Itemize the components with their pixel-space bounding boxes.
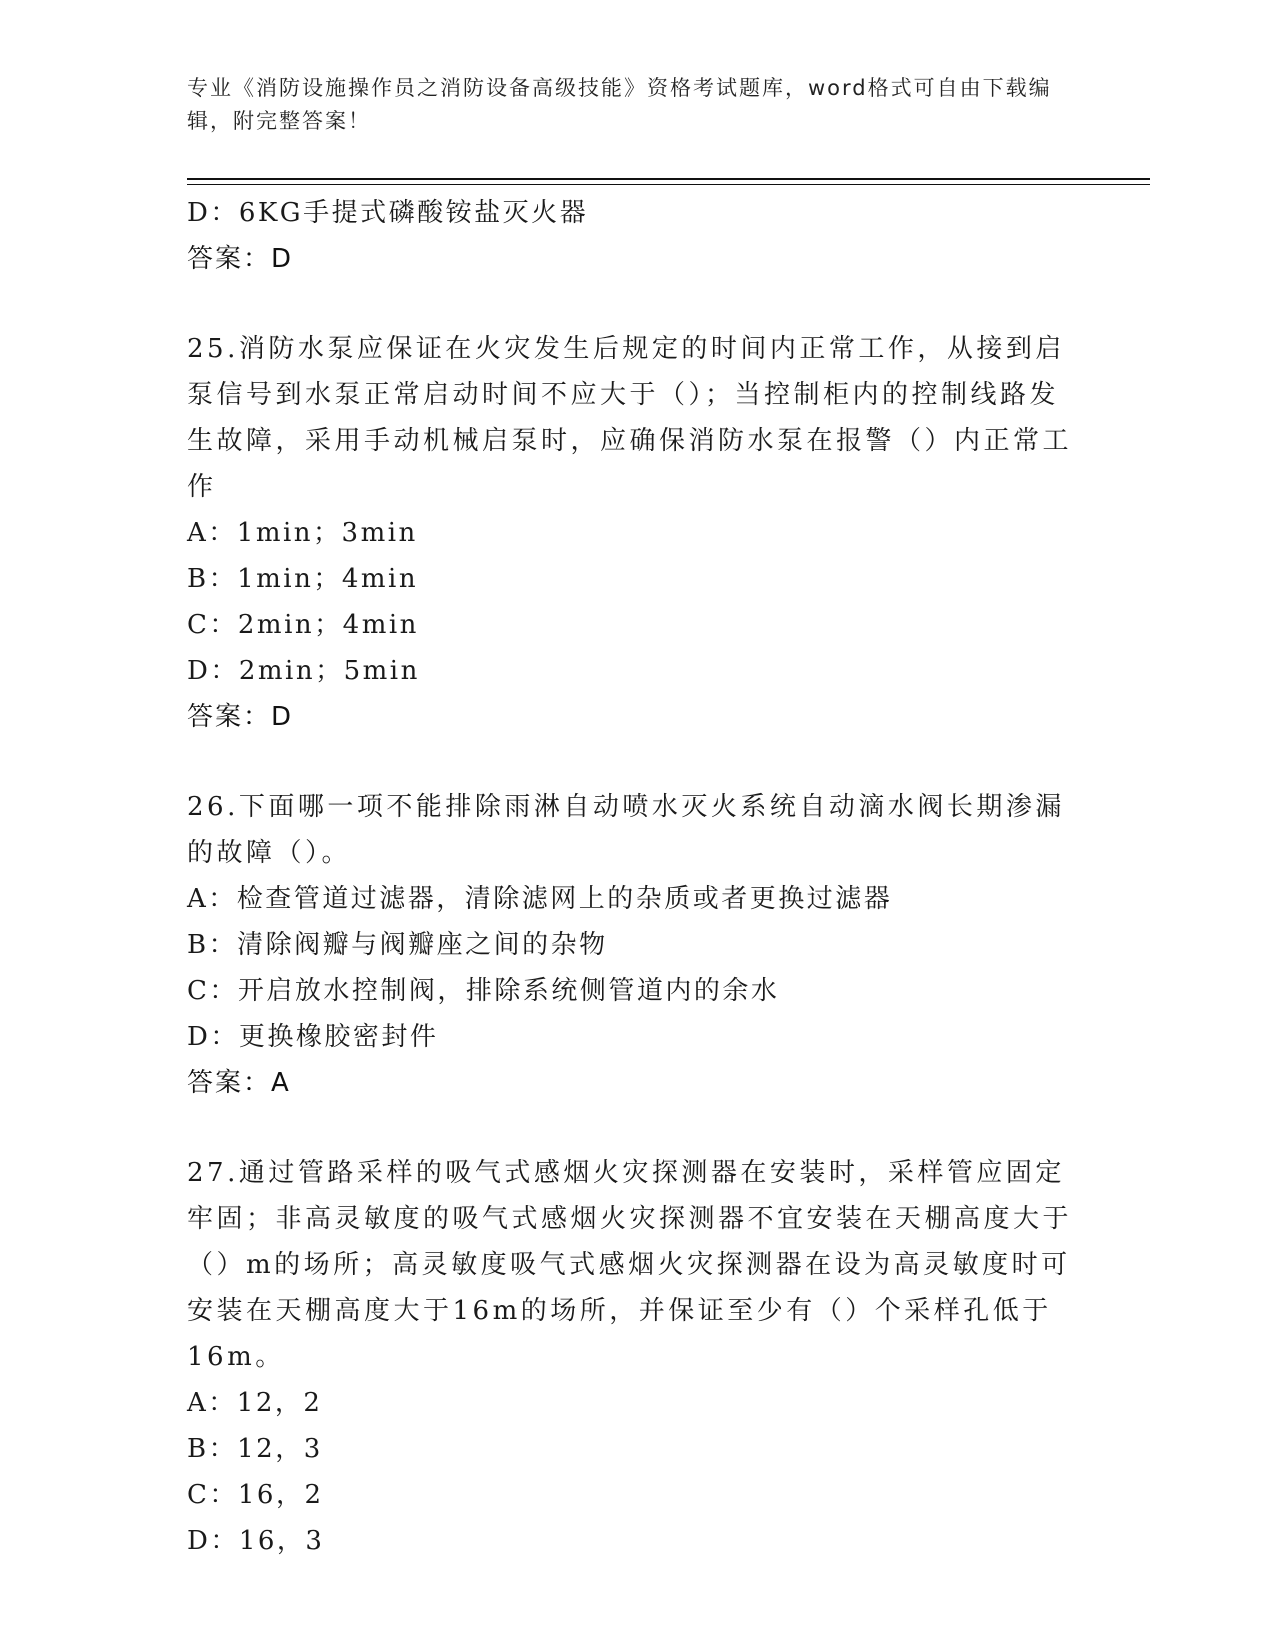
option-d: D：更换橡胶密封件 bbox=[187, 1022, 439, 1052]
question-content bbox=[187, 190, 1087, 1564]
question-text: 27.通过管路采样的吸气式感烟火灾探测器在安装时，采样管应固定牢固；非高灵敏度的吸气式感烟火灾探测器不宜安装在天棚高度大于（）m的场所；高灵敏度吸气式感烟火灾探测器在设为高灵敏度时可安装在天棚高度大于16m的场所，并保证至少有（）个采样孔低于16m。 bbox=[187, 1158, 1073, 1372]
question-27 bbox=[187, 1150, 1087, 1564]
answer-line: 答案：D bbox=[187, 244, 294, 274]
question-text: 25.消防水泵应保证在火灾发生后规定的时间内正常工作，从接到启泵信号到水泵正常启动时间不应大于（）；当控制柜内的控制线路发生故障，采用手动机械启泵时，应确保消防水泵在报警（）内正常工作 bbox=[187, 334, 1073, 502]
option-a: A：1min；3min bbox=[187, 518, 418, 548]
header-divider-thin bbox=[187, 184, 1150, 185]
question-26 bbox=[187, 784, 1087, 1106]
option-b: B：1min；4min bbox=[187, 564, 419, 594]
option-d: D：6KG手提式磷酸铵盐灭火器 bbox=[187, 198, 589, 228]
option-c: C：16，2 bbox=[187, 1480, 324, 1510]
carryover-block bbox=[187, 190, 1087, 282]
option-d: D：16，3 bbox=[187, 1526, 325, 1556]
option-c: C：开启放水控制阀，排除系统侧管道内的余水 bbox=[187, 976, 780, 1006]
option-a: A：检查管道过滤器，清除滤网上的杂质或者更换过滤器 bbox=[187, 884, 893, 914]
header-divider-thick bbox=[187, 178, 1150, 180]
answer-line: 答案：D bbox=[187, 702, 294, 732]
option-c: C：2min；4min bbox=[187, 610, 419, 640]
question-25 bbox=[187, 326, 1087, 740]
option-b: B：清除阀瓣与阀瓣座之间的杂物 bbox=[187, 930, 608, 960]
answer-line: 答案：A bbox=[187, 1068, 291, 1098]
option-d: D：2min；5min bbox=[187, 656, 420, 686]
option-b: B：12，3 bbox=[187, 1434, 323, 1464]
question-text: 26.下面哪一项不能排除雨淋自动喷水灭火系统自动滴水阀长期渗漏的故障（）。 bbox=[187, 792, 1065, 868]
option-a: A：12，2 bbox=[187, 1388, 323, 1418]
header-note: 专业《消防设施操作员之消防设备高级技能》资格考试题库，word格式可自由下载编辑，附完整答案！ bbox=[187, 76, 1052, 133]
